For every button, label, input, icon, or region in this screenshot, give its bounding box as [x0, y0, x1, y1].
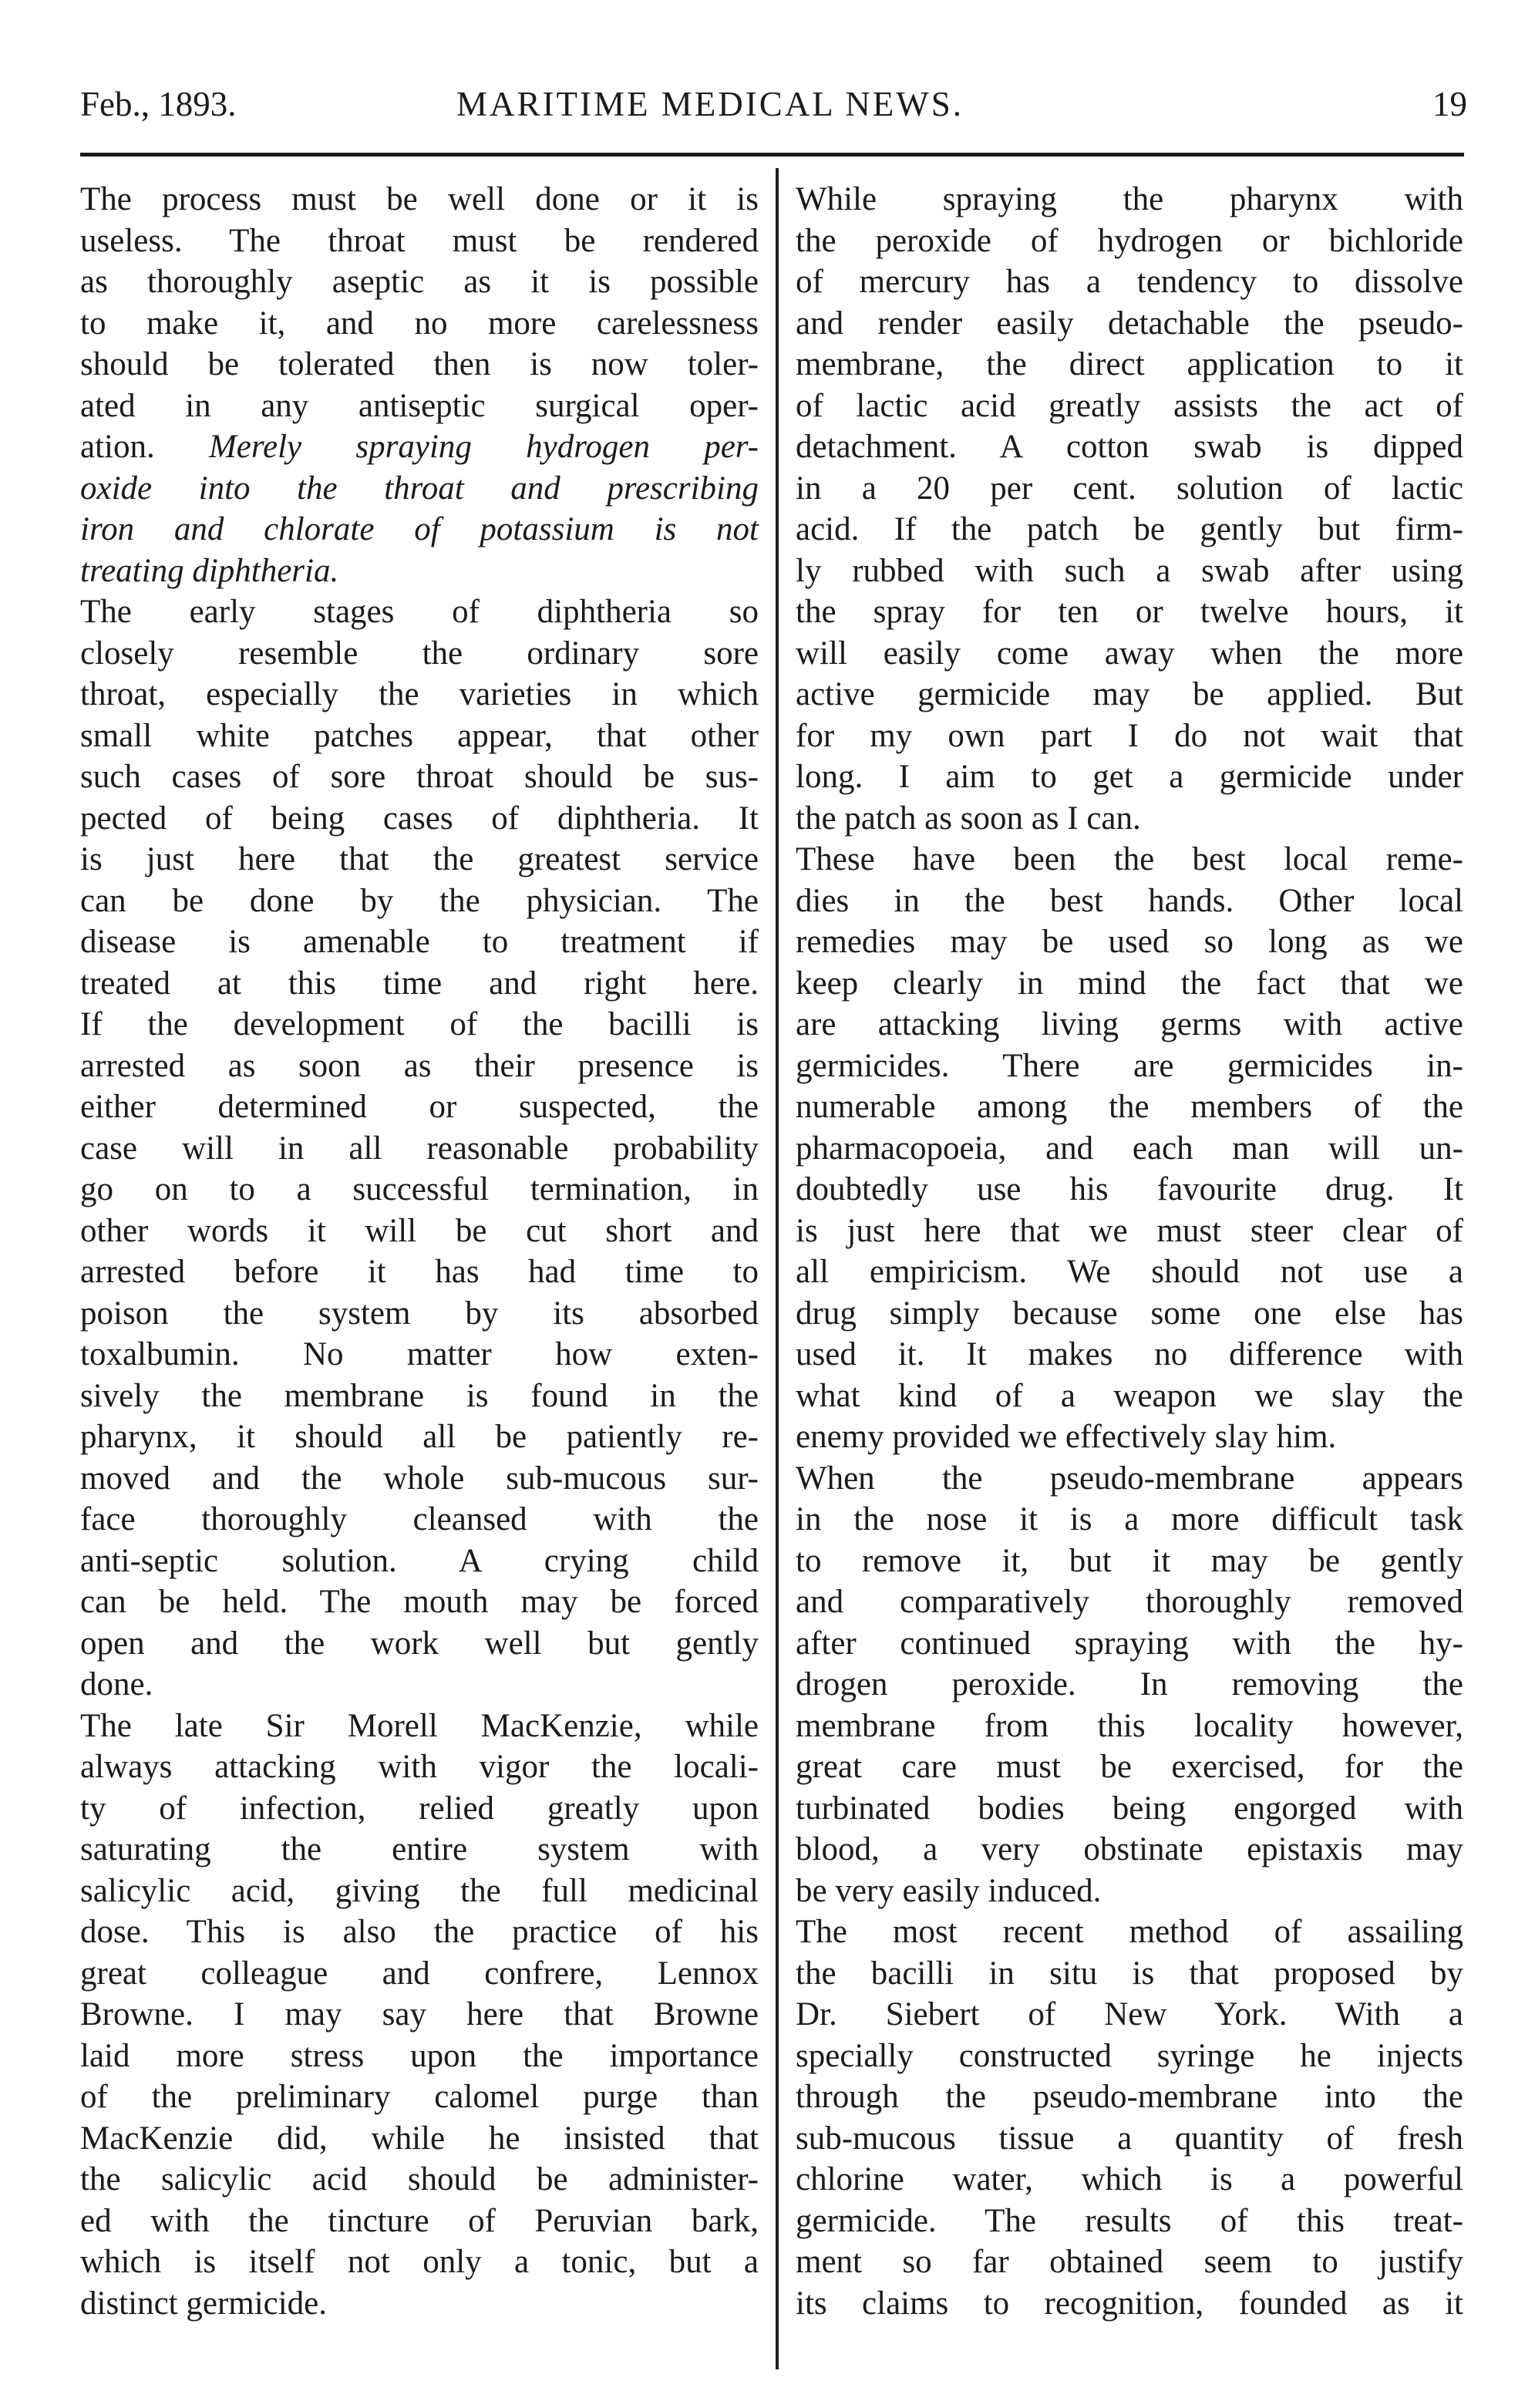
text-line: ation. Merely spraying hydrogen per-: [80, 429, 759, 465]
text-line: acid. If the patch be gently but firm-: [796, 511, 1463, 547]
text-line: membrane from this locality however,: [796, 1707, 1463, 1744]
text-line: disease is amenable to treatment if: [80, 924, 759, 960]
text-line: either determined or suspected, the: [80, 1089, 759, 1125]
text-line: iron and chlorate of potassium is not: [80, 511, 759, 547]
text-line: remedies may be used so long as we: [796, 924, 1463, 960]
text-line: dose. This is also the practice of his: [80, 1914, 759, 1950]
text-line: sively the membrane is found in the: [80, 1377, 759, 1414]
text-line: pharynx, it should all be patiently re-: [80, 1419, 759, 1455]
page-number: 19: [1432, 85, 1467, 123]
text-line: ed with the tincture of Peruvian bark,: [80, 2202, 759, 2239]
text-line: case will in all reasonable probability: [80, 1130, 759, 1167]
text-line: arrested before it has had time to: [80, 1254, 759, 1290]
text-line: open and the work well but gently: [80, 1625, 759, 1662]
text-line: great colleague and confrere, Lennox: [80, 1955, 759, 1992]
text-line: of mercury has a tendency to dissolve: [796, 264, 1463, 300]
text-line: always attacking with vigor the locali-: [80, 1749, 759, 1785]
issue-date: Feb., 1893.: [80, 85, 237, 123]
text-line: all empiricism. We should not use a: [796, 1254, 1463, 1290]
text-line: long. I aim to get a germicide under: [796, 759, 1463, 795]
text-line: which is itself not only a tonic, but a: [80, 2244, 759, 2280]
text-line: oxide into the throat and prescribing: [80, 470, 759, 507]
text-line: the salicylic acid should be administer-: [80, 2161, 759, 2198]
text-line: ly rubbed with such a swab after using: [796, 552, 1463, 589]
journal-title: MARITIME MEDICAL NEWS.: [456, 85, 964, 123]
text-line: done.: [80, 1666, 153, 1702]
text-line: blood, a very obstinate epistaxis may: [796, 1831, 1463, 1867]
text-line: arrested as soon as their presence is: [80, 1047, 759, 1084]
text-line: distinct germicide.: [80, 2285, 328, 2322]
text-line: the bacilli in situ is that proposed by: [796, 1955, 1463, 1992]
text-line: are attacking living germs with active: [796, 1006, 1463, 1042]
text-line: and comparatively thoroughly removed: [796, 1584, 1463, 1620]
text-line: The early stages of diphtheria so: [80, 594, 759, 630]
text-line: membrane, the direct application to it: [796, 346, 1463, 382]
text-line: numerable among the members of the: [796, 1089, 1463, 1125]
text-line: used it. It makes no difference with: [796, 1336, 1463, 1372]
text-line: great care must be exercised, for the: [796, 1749, 1463, 1785]
text-line: MacKenzie did, while he insisted that: [80, 2120, 759, 2157]
text-line: keep clearly in mind the fact that we: [796, 965, 1463, 1002]
text-line: When the pseudo-membrane appears: [796, 1460, 1463, 1497]
text-line: drogen peroxide. In removing the: [796, 1666, 1463, 1702]
text-line: The late Sir Morell MacKenzie, while: [80, 1707, 759, 1744]
text-line: what kind of a weapon we slay the: [796, 1377, 1463, 1414]
text-line: in a 20 per cent. solution of lactic: [796, 470, 1463, 507]
left-column: [80, 179, 759, 2324]
text-line: other words it will be cut short and: [80, 1212, 759, 1249]
text-line: is just here that the greatest service: [80, 841, 759, 877]
text-line: its claims to recognition, founded as it: [796, 2285, 1463, 2322]
text-line: of the preliminary calomel purge than: [80, 2079, 759, 2115]
text-line: dies in the best hands. Other local: [796, 882, 1463, 919]
text-line: saturating the entire system with: [80, 1831, 759, 1867]
text-line: detachment. A cotton swab is dipped: [796, 429, 1463, 465]
text-line: chlorine water, which is a powerful: [796, 2161, 1463, 2198]
text-line: go on to a successful termination, in: [80, 1171, 759, 1207]
text-line: ment so far obtained seem to justify: [796, 2244, 1463, 2280]
text-line: and render easily detachable the pseudo-: [796, 305, 1463, 342]
text-line: Browne. I may say here that Browne: [80, 1996, 759, 2032]
text-line: enemy provided we effectively slay him.: [796, 1419, 1337, 1455]
text-line: These have been the best local reme-: [796, 841, 1463, 877]
column-divider: [776, 168, 779, 2369]
text-line: laid more stress upon the importance: [80, 2037, 759, 2074]
text-line: While spraying the pharynx with: [796, 181, 1463, 217]
text-line: If the development of the bacilli is: [80, 1006, 759, 1042]
text-line: The most recent method of assailing: [796, 1914, 1463, 1950]
text-line: germicide. The results of this treat-: [796, 2202, 1463, 2239]
text-line: ty of infection, relied greatly upon: [80, 1790, 759, 1827]
text-line: as thoroughly aseptic as it is possible: [80, 264, 759, 300]
text-line: Dr. Siebert of New York. With a: [796, 1996, 1463, 2032]
text-line: to remove it, but it may be gently: [796, 1542, 1463, 1579]
text-line: for my own part I do not wait that: [796, 717, 1463, 754]
header-rule: [80, 153, 1464, 157]
right-column: [796, 179, 1463, 2324]
text-line: in the nose it is a more difficult task: [796, 1501, 1463, 1537]
text-line: useless. The throat must be rendered: [80, 222, 759, 259]
text-line: closely resemble the ordinary sore: [80, 635, 759, 672]
text-line: the peroxide of hydrogen or bichloride: [796, 222, 1463, 259]
text-line: sub-mucous tissue a quantity of fresh: [796, 2120, 1463, 2157]
text-line: will easily come away when the more: [796, 635, 1463, 672]
text-line: is just here that we must steer clear of: [796, 1212, 1463, 1249]
text-line: to make it, and no more carelessness: [80, 305, 759, 342]
text-line: after continued spraying with the hy-: [796, 1625, 1463, 1662]
text-line: throat, especially the varieties in which: [80, 676, 759, 712]
text-line: should be tolerated then is now toler-: [80, 346, 759, 382]
text-line: such cases of sore throat should be sus-: [80, 759, 759, 795]
text-line: can be held. The mouth may be forced: [80, 1584, 759, 1620]
text-line: the patch as soon as I can.: [796, 800, 1141, 837]
text-line: toxalbumin. No matter how exten-: [80, 1336, 759, 1372]
text-line: small white patches appear, that other: [80, 717, 759, 754]
text-line: doubtedly use his favourite drug. It: [796, 1171, 1463, 1207]
text-line: pharmacopoeia, and each man will un-: [796, 1130, 1463, 1167]
text-line: specially constructed syringe he injects: [796, 2037, 1463, 2074]
text-line: anti-septic solution. A crying child: [80, 1542, 759, 1579]
text-line: be very easily induced.: [796, 1872, 1102, 1909]
text-line: The process must be well done or it is: [80, 181, 759, 217]
text-line: ated in any antiseptic surgical oper-: [80, 387, 759, 424]
text-line: turbinated bodies being engorged with: [796, 1790, 1463, 1827]
text-line: face thoroughly cleansed with the: [80, 1501, 759, 1537]
text-line: through the pseudo-membrane into the: [796, 2079, 1463, 2115]
text-line: pected of being cases of diphtheria. It: [80, 800, 759, 837]
text-line: can be done by the physician. The: [80, 882, 759, 919]
text-line: salicylic acid, giving the full medicinal: [80, 1872, 759, 1909]
text-line: active germicide may be applied. But: [796, 676, 1463, 712]
text-line: germicides. There are germicides in-: [796, 1047, 1463, 1084]
text-line: of lactic acid greatly assists the act of: [796, 387, 1463, 424]
text-line: drug simply because some one else has: [796, 1295, 1463, 1332]
text-line: treating diphtheria.: [80, 552, 339, 589]
text-line: moved and the whole sub-mucous sur-: [80, 1460, 759, 1497]
text-line: treated at this time and right here.: [80, 965, 759, 1002]
text-line: the spray for ten or twelve hours, it: [796, 594, 1463, 630]
text-line: poison the system by its absorbed: [80, 1295, 759, 1332]
